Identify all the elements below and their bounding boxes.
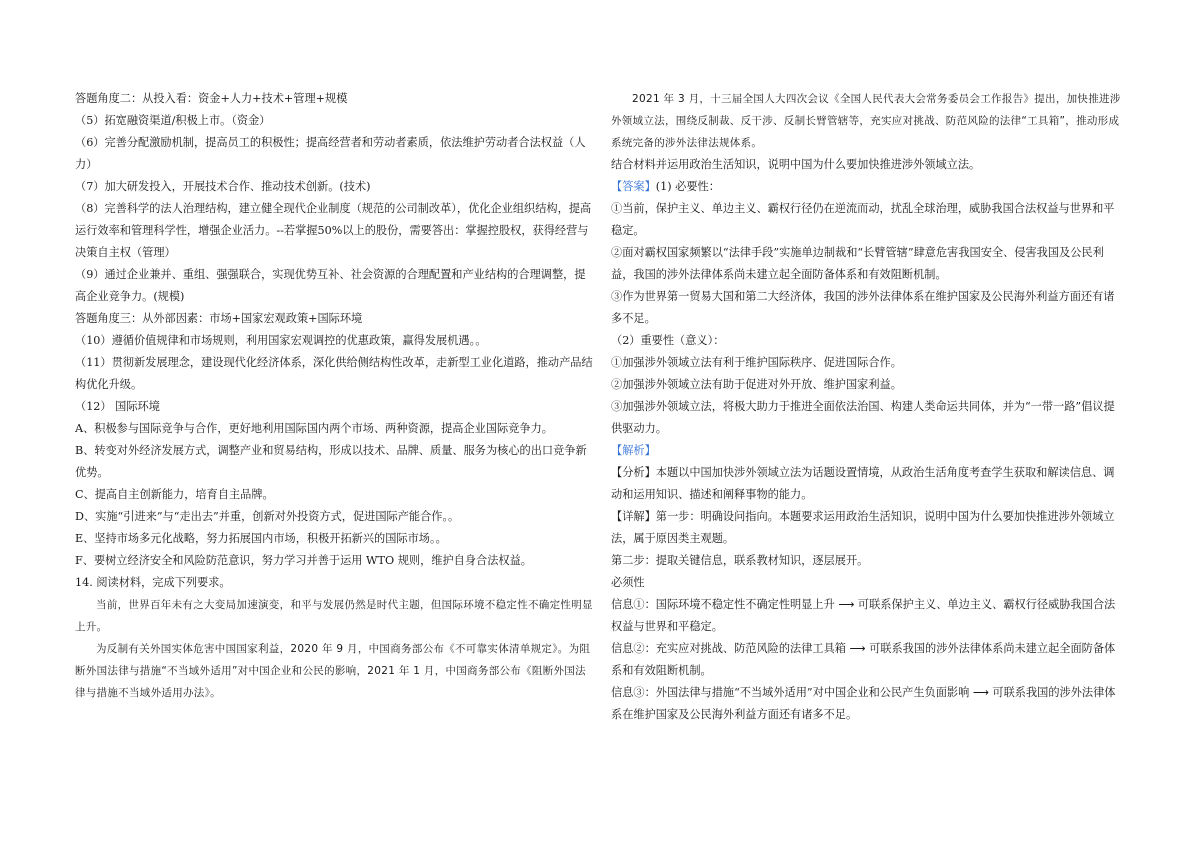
arrow-icon: ⟶ <box>849 642 866 655</box>
right-column <box>611 88 1121 726</box>
arrow-icon: ⟶ <box>838 598 855 611</box>
list-item: A、积极参与国际竞争与合作，更好地利用国际国内两个市场、两种资源，提高企业国际竞争力。 <box>75 422 553 435</box>
info-text: 可联系保护主义、单边主义、霸权行径威胁我国合法权益与世界和平稳定。 <box>611 598 1116 633</box>
paragraph: 【分析】本题以中国加快涉外领域立法为话题设置情境，从政治生活角度考查学生获取和解读信息、调动和运用知识、描述和阐释事物的能力。 <box>611 466 1115 501</box>
info-text: 信息①：国际环境不稳定性不确定性明显上升 <box>611 598 839 611</box>
question-title: 14. 阅读材料，完成下列要求。 <box>75 576 231 589</box>
paragraph: ③作为世界第一贸易大国和第二大经济体，我国的涉外法律体系在维护国家及公民海外利益方面还有诸多不足。 <box>611 290 1115 325</box>
paragraph: （10）遵循价值规律和市场规则，利用国家宏观调控的优惠政策，赢得发展机遇。。 <box>75 334 487 347</box>
heading-angle-two: 答题角度二：从投入看：资金+人力+技术+管理+规模 <box>75 92 348 105</box>
material-paragraph: 为反制有关外国实体危害中国国家利益，2020 年 9 月，中国商务部公布《不可靠实体清单规定》。为阻断外国法律与措施“不当域外适用”对中国企业和公民的影响，2021 年 1 月，中国商务部公布《阻断外国法律与措施不当域外适用办法》。 <box>75 643 591 699</box>
paragraph: 必须性 <box>611 576 645 589</box>
arrow-icon: ⟶ <box>972 686 989 699</box>
paragraph: ③加强涉外领域立法，将极大助力于推进全面依法治国、构建人类命运共同体，并为“一带一路”倡议提供驱动力。 <box>611 400 1115 435</box>
analysis-line <box>611 440 1121 462</box>
paragraph: （6）完善分配激励机制，提高员工的积极性；提高经营者和劳动者素质，依法维护劳动者合法权益（人力） <box>75 136 586 171</box>
paragraph: （7）加大研发投入，开展技术合作、推动技术创新。(技术) <box>75 180 371 193</box>
list-item: F、要树立经济安全和风险防范意识，努力学习并善于运用 WTO 规则，维护自身合法权益。 <box>75 554 532 567</box>
answer-tag: 【答案】 <box>611 180 656 193</box>
material-paragraph: 2021 年 3 月，十三届全国人大四次会议《全国人民代表大会常务委员会工作报告》提出，加快推进涉外领域立法，围绕反制裁、反干涉、反制长臂管辖等，充实应对挑战、防范风险的法律“工具箱”，推动形成系统完备的涉外法律法规体系。 <box>611 93 1121 149</box>
paragraph: （12） 国际环境 <box>75 400 160 413</box>
paragraph: （2）重要性（意义）： <box>611 334 725 347</box>
paragraph: 【详解】第一步：明确设问指向。本题要求运用政治生活知识，说明中国为什么要加快推进涉外领域立法，属于原因类主观题。 <box>611 510 1115 545</box>
answer-line <box>611 176 1121 198</box>
list-item: C、提高自主创新能力，培育自主品牌。 <box>75 488 274 501</box>
paragraph: ②加强涉外领域立法有助于促进对外开放、维护国家利益。 <box>611 378 902 391</box>
paragraph: （5）拓宽融资渠道/积极上市。（资金） <box>75 114 271 127</box>
paragraph: （9）通过企业兼并、重组、强强联合，实现优势互补、社会资源的合理配置和产业结构的合理调整，提高企业竞争力。(规模) <box>75 268 586 303</box>
paragraph: （8）完善科学的法人治理结构，建立健全现代企业制度（规范的公司制改革），优化企业组织结构，提高运行效率和管理科学性，增强企业活力。--若掌握50%以上的股份，需要答出：掌握控股权，获得经营与决策自主权（管理） <box>75 202 592 259</box>
list-item: D、实施“引进来”与“走出去”并重，创新对外投资方式，促进国际产能合作。。 <box>75 510 460 523</box>
material-paragraph: 当前，世界百年未有之大变局加速演变，和平与发展仍然是时代主题，但国际环境不稳定性不确定性明显上升。 <box>75 599 593 633</box>
info-line <box>611 594 1121 638</box>
info-line <box>611 638 1121 682</box>
answer-text: (1) 必要性： <box>655 180 720 193</box>
paragraph: ①当前，保护主义、单边主义、霸权行径仍在逆流而动，扰乱全球治理，威胁我国合法权益与世界和平稳定。 <box>611 202 1115 237</box>
left-column <box>75 88 595 704</box>
info-text: 信息③：外国法律与措施“不当域外适用”对中国企业和公民产生负面影响 <box>611 686 973 699</box>
info-text: 信息②：充实应对挑战、防范风险的法律工具箱 <box>611 642 850 655</box>
heading-angle-three: 答题角度三：从外部因素：市场+国家宏观政策+国际环境 <box>75 312 363 325</box>
paragraph: ②面对霸权国家频繁以“法律手段”实施单边制裁和“长臂管辖”肆意危害我国安全、侵害我国及公民利益，我国的涉外法律体系尚未建立起全面防备体系和有效阻断机制。 <box>611 246 1104 281</box>
paragraph: ①加强涉外领域立法有利于维护国际秩序、促进国际合作。 <box>611 356 902 369</box>
info-line <box>611 682 1121 726</box>
paragraph: （11）贯彻新发展理念，建设现代化经济体系，深化供给侧结构性改革，走新型工业化道路，推动产品结构优化升级。 <box>75 356 593 391</box>
list-item: E、坚持市场多元化战略，努力拓展国内市场，积极开拓新兴的国际市场。。 <box>75 532 447 545</box>
paragraph: 第二步：提取关键信息，联系教材知识，逐层展开。 <box>611 554 869 567</box>
list-item: B、转变对外经济发展方式，调整产业和贸易结构，形成以技术、品牌、质量、服务为核心的出口竞争新优势。 <box>75 444 587 479</box>
info-text: 可联系我国的涉外法律体系尚未建立起全面防备体系和有效阻断机制。 <box>611 642 1116 677</box>
info-text: 可联系我国的涉外法律体系在维护国家及公民海外利益方面还有诸多不足。 <box>611 686 1116 721</box>
question-prompt: 结合材料并运用政治生活知识，说明中国为什么要加快推进涉外领域立法。 <box>611 158 981 171</box>
analysis-tag: 【解析】 <box>611 444 656 457</box>
